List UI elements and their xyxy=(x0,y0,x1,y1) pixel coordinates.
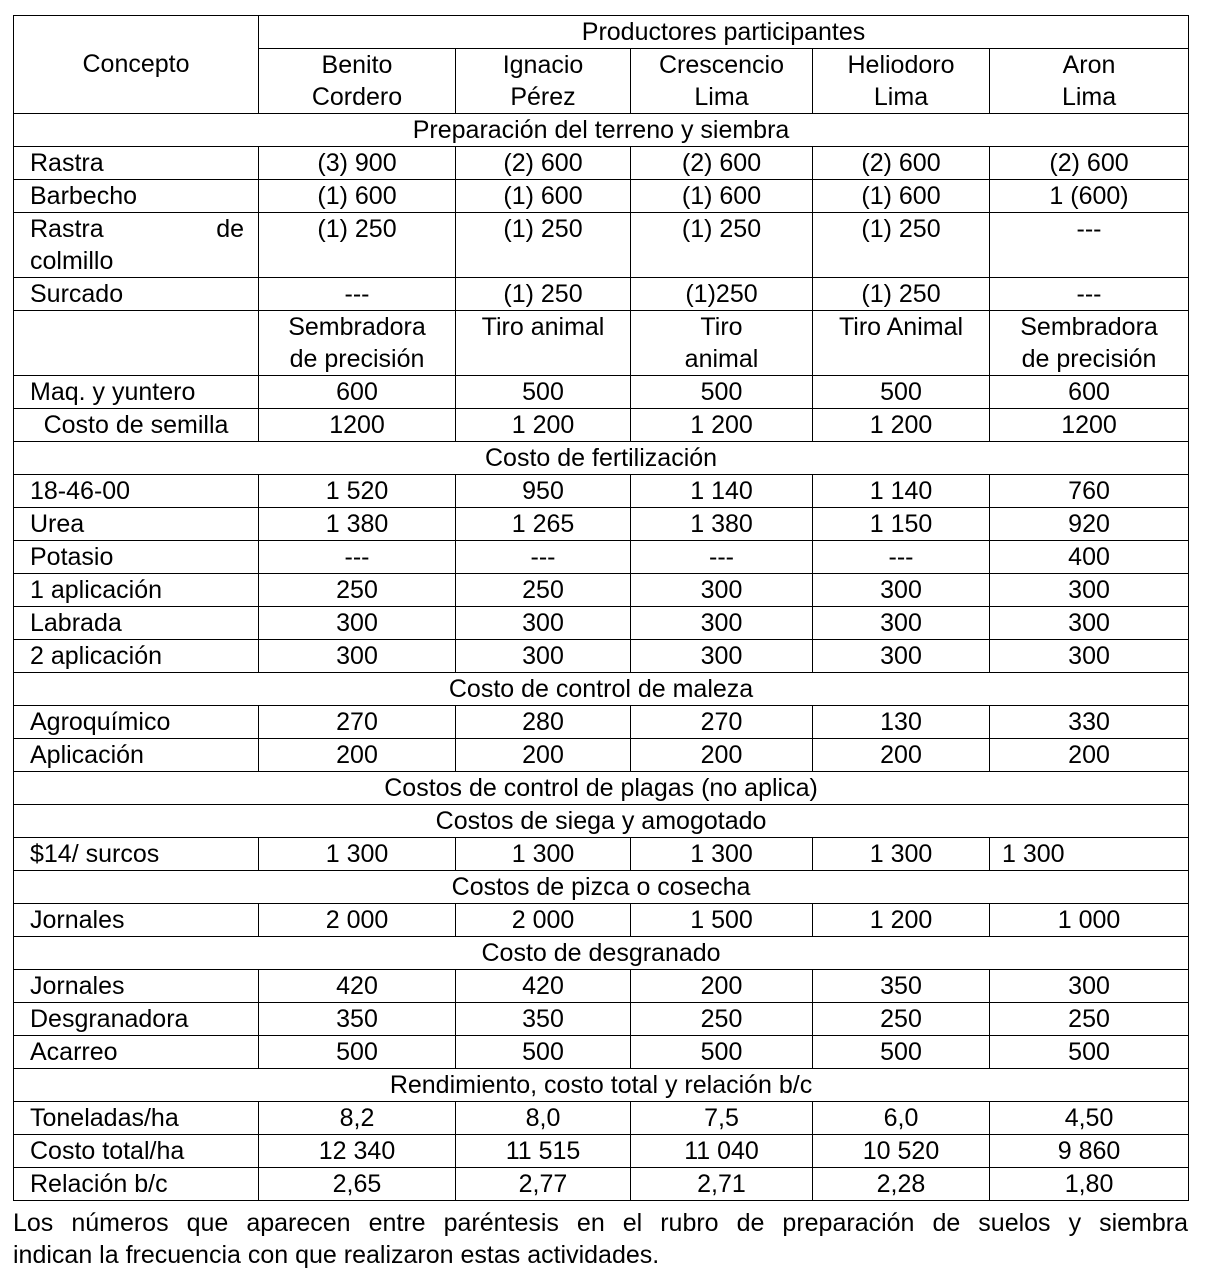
cell-value: 1 380 xyxy=(631,508,813,541)
section-row xyxy=(14,673,1189,706)
cell-value: 7,5 xyxy=(631,1102,813,1135)
cell-value: 11 515 xyxy=(456,1135,631,1168)
cell-value: 2,77 xyxy=(456,1168,631,1201)
cell-value: 1 200 xyxy=(813,904,990,937)
cell-value: (1) 250 xyxy=(813,213,990,278)
header-row-group xyxy=(14,16,1189,49)
table-row xyxy=(14,376,1189,409)
table-row xyxy=(14,706,1189,739)
section-heading: Preparación del terreno y siembra xyxy=(14,114,1189,147)
section-row xyxy=(14,871,1189,904)
cell-value: 250 xyxy=(259,574,456,607)
row-label: Costo total/ha xyxy=(14,1135,259,1168)
table-row xyxy=(14,311,1189,376)
cell-value: 350 xyxy=(456,1003,631,1036)
cell-value: 500 xyxy=(631,376,813,409)
cell-value: 250 xyxy=(813,1003,990,1036)
cell-value: Sembradora de precisión xyxy=(990,311,1189,376)
cell-value: 1 000 xyxy=(990,904,1189,937)
cell-value: 300 xyxy=(813,607,990,640)
table-row xyxy=(14,1102,1189,1135)
cell-value: (2) 600 xyxy=(456,147,631,180)
section-row xyxy=(14,1069,1189,1102)
section-row xyxy=(14,937,1189,970)
row-label: Costo de semilla xyxy=(14,409,259,442)
cell-value: 950 xyxy=(456,475,631,508)
cell-value: (1) 250 xyxy=(813,278,990,311)
cell-value: 1,80 xyxy=(990,1168,1189,1201)
cell-value: 300 xyxy=(990,970,1189,1003)
cell-value: 920 xyxy=(990,508,1189,541)
cell-value: 8,2 xyxy=(259,1102,456,1135)
table-row xyxy=(14,1168,1189,1201)
section-row xyxy=(14,772,1189,805)
cell-value: 2 000 xyxy=(456,904,631,937)
row-label: Jornales xyxy=(14,904,259,937)
cell-value: (1) 600 xyxy=(456,180,631,213)
cell-value: 300 xyxy=(631,607,813,640)
cell-value: 300 xyxy=(631,640,813,673)
cell-value: 130 xyxy=(813,706,990,739)
cell-value: 1 500 xyxy=(631,904,813,937)
cell-value: 250 xyxy=(456,574,631,607)
cell-value: 10 520 xyxy=(813,1135,990,1168)
table-row xyxy=(14,278,1189,311)
cell-value: 1 150 xyxy=(813,508,990,541)
cell-value: 250 xyxy=(631,1003,813,1036)
table-row xyxy=(14,838,1189,871)
row-label: Potasio xyxy=(14,541,259,574)
cell-value: 500 xyxy=(631,1036,813,1069)
cell-value: 4,50 xyxy=(990,1102,1189,1135)
cell-value: 1 140 xyxy=(631,475,813,508)
cell-value: (2) 600 xyxy=(813,147,990,180)
cell-value: 400 xyxy=(990,541,1189,574)
cell-value: Tiro Animal xyxy=(813,311,990,376)
section-heading: Rendimiento, costo total y relación b/c xyxy=(14,1069,1189,1102)
row-label: 1 aplicación xyxy=(14,574,259,607)
row-label: Barbecho xyxy=(14,180,259,213)
cell-value: 200 xyxy=(990,739,1189,772)
cell-value: 300 xyxy=(456,640,631,673)
cell-value: 8,0 xyxy=(456,1102,631,1135)
cell-value: 300 xyxy=(990,640,1189,673)
cell-value: (1) 600 xyxy=(813,180,990,213)
cost-table-body xyxy=(14,16,1189,1201)
row-label: Desgranadora xyxy=(14,1003,259,1036)
cell-value: 1 200 xyxy=(631,409,813,442)
cell-value: 200 xyxy=(456,739,631,772)
cell-value: (1) 250 xyxy=(456,278,631,311)
cell-value: 300 xyxy=(631,574,813,607)
table-row xyxy=(14,1135,1189,1168)
cell-value: 300 xyxy=(259,607,456,640)
table-row xyxy=(14,213,1189,278)
row-label: 2 aplicación xyxy=(14,640,259,673)
table-row xyxy=(14,607,1189,640)
cell-value: 1200 xyxy=(990,409,1189,442)
cell-value: 300 xyxy=(813,574,990,607)
row-label: Acarreo xyxy=(14,1036,259,1069)
cell-value: 350 xyxy=(813,970,990,1003)
cell-value: 1 380 xyxy=(259,508,456,541)
header-producers-group: Productores participantes xyxy=(259,16,1189,49)
cell-value: 1 200 xyxy=(813,409,990,442)
row-label: Urea xyxy=(14,508,259,541)
section-heading: Costo de control de maleza xyxy=(14,673,1189,706)
cost-table-document xyxy=(13,15,1188,1201)
header-producer: Heliodoro Lima xyxy=(813,49,990,114)
cell-value: 1 300 xyxy=(990,838,1189,871)
cell-value: 11 040 xyxy=(631,1135,813,1168)
cell-value: 300 xyxy=(990,574,1189,607)
cell-value: 500 xyxy=(813,376,990,409)
row-label: Rastra de colmillo xyxy=(14,213,259,278)
row-label: Jornales xyxy=(14,970,259,1003)
table-row xyxy=(14,147,1189,180)
cell-value: 600 xyxy=(990,376,1189,409)
row-label: Aplicación xyxy=(14,739,259,772)
row-label: Toneladas/ha xyxy=(14,1102,259,1135)
row-label: Relación b/c xyxy=(14,1168,259,1201)
header-producer: Aron Lima xyxy=(990,49,1189,114)
row-label: Surcado xyxy=(14,278,259,311)
cell-value: --- xyxy=(456,541,631,574)
table-row xyxy=(14,180,1189,213)
cell-value: Sembradora de precisión xyxy=(259,311,456,376)
cell-value: --- xyxy=(990,213,1189,278)
cell-value: 2 000 xyxy=(259,904,456,937)
cell-value: 280 xyxy=(456,706,631,739)
cell-value: 1 265 xyxy=(456,508,631,541)
cell-value: 350 xyxy=(259,1003,456,1036)
row-label: 18-46-00 xyxy=(14,475,259,508)
header-concept: Concepto xyxy=(14,16,259,114)
footnote-line: indican la frecuencia con que realizaron estas actividades. xyxy=(13,1241,660,1269)
footnote-line: Los números que aparecen entre paréntesis en el rubro de preparación de suelos y siembra xyxy=(13,1209,1188,1237)
cell-value: (2) 600 xyxy=(990,147,1189,180)
cell-value: (1) 600 xyxy=(631,180,813,213)
section-heading: Costos de siega y amogotado xyxy=(14,805,1189,838)
cell-value: 200 xyxy=(813,739,990,772)
cell-value: 200 xyxy=(631,739,813,772)
row-label: Labrada xyxy=(14,607,259,640)
cell-value: Tiro animal xyxy=(631,311,813,376)
cost-table xyxy=(13,15,1189,1201)
row-label: $14/ surcos xyxy=(14,838,259,871)
cell-value: 2,71 xyxy=(631,1168,813,1201)
cell-value: 500 xyxy=(990,1036,1189,1069)
table-row xyxy=(14,739,1189,772)
cell-value: --- xyxy=(631,541,813,574)
row-label: Rastra xyxy=(14,147,259,180)
cell-value: 1 300 xyxy=(813,838,990,871)
table-row xyxy=(14,475,1189,508)
header-producer: Benito Cordero xyxy=(259,49,456,114)
cell-value: 330 xyxy=(990,706,1189,739)
cell-value: 300 xyxy=(259,640,456,673)
cell-value: 1 300 xyxy=(631,838,813,871)
table-row xyxy=(14,1036,1189,1069)
cell-value: 12 340 xyxy=(259,1135,456,1168)
section-row xyxy=(14,805,1189,838)
cell-value: 300 xyxy=(456,607,631,640)
section-row xyxy=(14,114,1189,147)
row-label: Agroquímico xyxy=(14,706,259,739)
row-label: Maq. y yuntero xyxy=(14,376,259,409)
cell-value: 300 xyxy=(813,640,990,673)
cell-value: 200 xyxy=(631,970,813,1003)
table-row xyxy=(14,541,1189,574)
cell-value: --- xyxy=(990,278,1189,311)
cell-value: 250 xyxy=(990,1003,1189,1036)
cell-value: 1 300 xyxy=(259,838,456,871)
cell-value: (3) 900 xyxy=(259,147,456,180)
header-producer: Ignacio Pérez xyxy=(456,49,631,114)
cell-value: 1 200 xyxy=(456,409,631,442)
cell-value: 1200 xyxy=(259,409,456,442)
cell-value: 500 xyxy=(259,1036,456,1069)
cell-value: 420 xyxy=(259,970,456,1003)
cell-value: Tiro animal xyxy=(456,311,631,376)
cell-value: 1 (600) xyxy=(990,180,1189,213)
cell-value: 1 300 xyxy=(456,838,631,871)
cell-value: 270 xyxy=(631,706,813,739)
cell-value: 1 520 xyxy=(259,475,456,508)
table-row xyxy=(14,640,1189,673)
cell-value: 2,28 xyxy=(813,1168,990,1201)
cell-value: 500 xyxy=(813,1036,990,1069)
cell-value: (1) 250 xyxy=(631,213,813,278)
cell-value: 1 140 xyxy=(813,475,990,508)
cell-value: 600 xyxy=(259,376,456,409)
cell-value: 300 xyxy=(990,607,1189,640)
table-row xyxy=(14,508,1189,541)
cell-value: --- xyxy=(813,541,990,574)
section-heading: Costos de control de plagas (no aplica) xyxy=(14,772,1189,805)
cell-value: 200 xyxy=(259,739,456,772)
cell-value: 760 xyxy=(990,475,1189,508)
table-row xyxy=(14,409,1189,442)
row-label-empty xyxy=(14,311,259,376)
table-row xyxy=(14,970,1189,1003)
footnote xyxy=(13,1207,1188,1271)
cell-value: 270 xyxy=(259,706,456,739)
cell-value: (2) 600 xyxy=(631,147,813,180)
cell-value: 500 xyxy=(456,1036,631,1069)
cell-value: 420 xyxy=(456,970,631,1003)
cell-value: 500 xyxy=(456,376,631,409)
table-row xyxy=(14,574,1189,607)
header-producer: Crescencio Lima xyxy=(631,49,813,114)
section-heading: Costo de desgranado xyxy=(14,937,1189,970)
section-heading: Costo de fertilización xyxy=(14,442,1189,475)
table-row xyxy=(14,904,1189,937)
cell-value: (1) 250 xyxy=(456,213,631,278)
cell-value: 9 860 xyxy=(990,1135,1189,1168)
section-row xyxy=(14,442,1189,475)
cell-value: 6,0 xyxy=(813,1102,990,1135)
cell-value: (1) 250 xyxy=(259,213,456,278)
cell-value: --- xyxy=(259,541,456,574)
section-heading: Costos de pizca o cosecha xyxy=(14,871,1189,904)
cell-value: 2,65 xyxy=(259,1168,456,1201)
cell-value: (1) 600 xyxy=(259,180,456,213)
cell-value: --- xyxy=(259,278,456,311)
cell-value: (1)250 xyxy=(631,278,813,311)
table-row xyxy=(14,1003,1189,1036)
